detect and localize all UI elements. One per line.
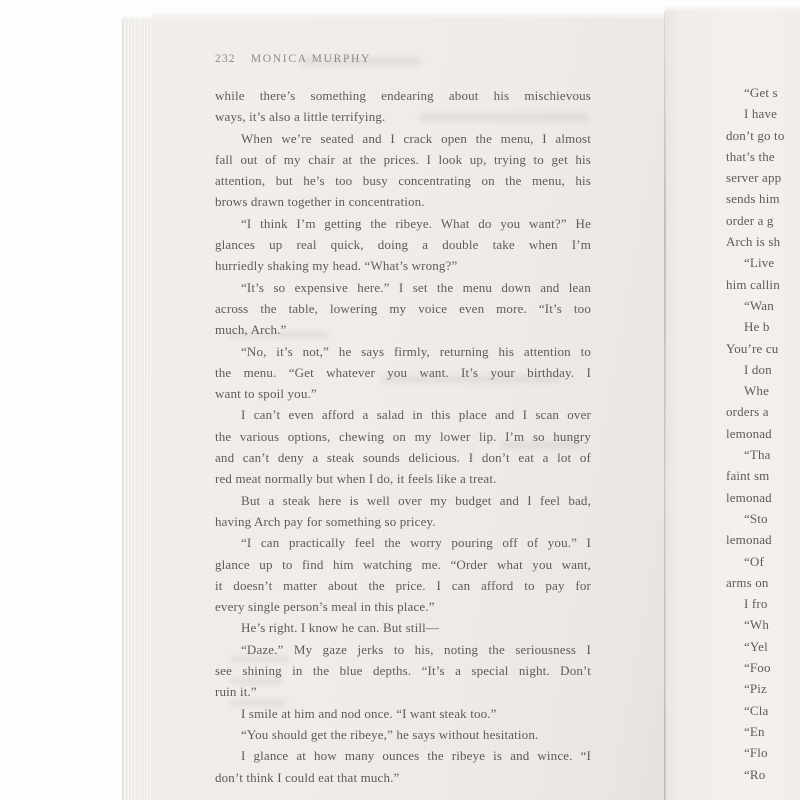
text-line-fragment: lemonad	[726, 532, 772, 548]
text-line-fragment: “Cla	[744, 702, 769, 718]
text-line-fragment: “Piz	[744, 681, 767, 697]
text-line: having Arch pay for something so pricey.	[215, 513, 436, 529]
text-line: brows drawn together in concentration.	[215, 194, 425, 210]
text-line: it doesn’t matter about the price. I can afford to pay for	[215, 577, 591, 593]
left-page-text	[215, 85, 591, 788]
text-line: ruin it.”	[215, 684, 257, 700]
text-line-fragment: “Of	[744, 553, 764, 569]
text-line-fragment: “En	[744, 723, 765, 739]
text-line: don’t think I could eat that much.”	[215, 769, 400, 785]
text-line: glance up to find him watching me. “Order what you want,	[215, 556, 591, 572]
text-line: attention, but he’s too busy concentrating on the menu, his	[215, 173, 591, 189]
text-line-fragment: order a g	[726, 212, 774, 228]
text-line-fragment: He b	[744, 319, 770, 335]
text-line: “I can practically feel the worry pouring off of you.” I	[241, 535, 591, 551]
text-line-fragment: that’s the	[726, 148, 775, 164]
text-line-fragment: “Wan	[744, 297, 774, 313]
text-line-fragment: You’re cu	[726, 340, 779, 356]
text-line: “No, it’s not,” he says firmly, returning his attention to	[241, 343, 591, 359]
text-line: “Daze.” My gaze jerks to his, noting the seriousness I	[241, 641, 591, 657]
text-line: But a steak here is well over my budget and I feel bad,	[241, 492, 591, 508]
text-line-fragment: “Foo	[744, 660, 771, 676]
text-line-fragment: sends him	[726, 191, 780, 207]
page-edges-stack	[122, 16, 152, 800]
text-line-fragment: arms on	[726, 574, 769, 590]
text-line: “I think I’m getting the ribeye. What do you want?” He	[241, 215, 591, 231]
right-page-text	[726, 82, 800, 785]
text-line: see shining in the blue depths. “It’s a special night. Don’t	[215, 663, 591, 679]
page-number: 232	[215, 53, 236, 65]
text-line-fragment: I have	[744, 106, 778, 122]
text-line-fragment: “Sto	[744, 510, 768, 526]
text-line: “You should get the ribeye,” he says without hesitation.	[241, 726, 539, 742]
text-line-fragment: server app	[726, 170, 782, 186]
book-gutter-crease	[664, 10, 666, 800]
text-line: the various options, chewing on my lower lip. I’m so hungry	[215, 428, 591, 444]
text-line: red meat normally but when I do, it feels like a treat.	[215, 471, 497, 487]
text-line: every single person’s meal in this place.”	[215, 599, 435, 615]
text-line-fragment: lemonad	[726, 425, 772, 441]
text-line-fragment: “Ro	[744, 766, 766, 782]
text-line-fragment: “Yel	[744, 638, 768, 654]
text-line: fall out of my chair at the prices. I look up, trying to get his	[215, 151, 591, 167]
text-line: He’s right. I know he can. But still—	[241, 620, 439, 636]
text-line-fragment: “Tha	[744, 447, 771, 463]
text-line: while there’s something endearing about his mischievous	[215, 88, 591, 103]
text-line-fragment: faint sm	[726, 468, 770, 484]
text-line: and can’t deny a steak sounds delicious. I don’t eat a lot of	[215, 450, 591, 466]
text-line: I can’t even afford a salad in this place and I scan over	[241, 407, 591, 423]
text-line-fragment: “Get s	[744, 85, 778, 100]
text-line: much, Arch.”	[215, 322, 287, 338]
text-line-fragment: “Wh	[744, 617, 769, 633]
text-line-fragment: lemonad	[726, 489, 772, 505]
text-line-fragment: “Flo	[744, 745, 768, 761]
text-line: the menu. “Get whatever you want. It’s your birthday. I	[215, 364, 591, 380]
text-line: glances up real quick, doing a double take when I’m	[215, 237, 591, 253]
text-line-fragment: Whe	[744, 383, 769, 399]
text-line-fragment: him callin	[726, 276, 780, 292]
text-line: ways, it’s also a little terrifying.	[215, 109, 386, 125]
text-line: hurriedly shaking my head. “What’s wrong?”	[215, 258, 458, 274]
text-line: across the table, lowering my voice even more. “It’s too	[215, 300, 591, 316]
text-line-fragment: don’t go to	[726, 127, 785, 143]
text-line-fragment: I don	[744, 361, 772, 377]
text-line: I glance at how many ounces the ribeye is and wince. “I	[241, 748, 591, 764]
text-line: want to spoil you.”	[215, 386, 317, 402]
text-line: “It’s so expensive here.” I set the menu down and lean	[241, 279, 591, 295]
running-header	[215, 52, 371, 66]
text-line: I smile at him and nod once. “I want steak too.”	[241, 705, 497, 721]
text-line-fragment: “Live	[744, 255, 775, 271]
text-line-fragment: Arch is sh	[726, 234, 781, 250]
text-line-fragment: I fro	[744, 596, 768, 612]
text-line-fragment: orders a	[726, 404, 769, 420]
author-name: MONICA MURPHY	[250, 53, 372, 65]
text-line: When we’re seated and I crack open the menu, I almost	[241, 130, 591, 146]
